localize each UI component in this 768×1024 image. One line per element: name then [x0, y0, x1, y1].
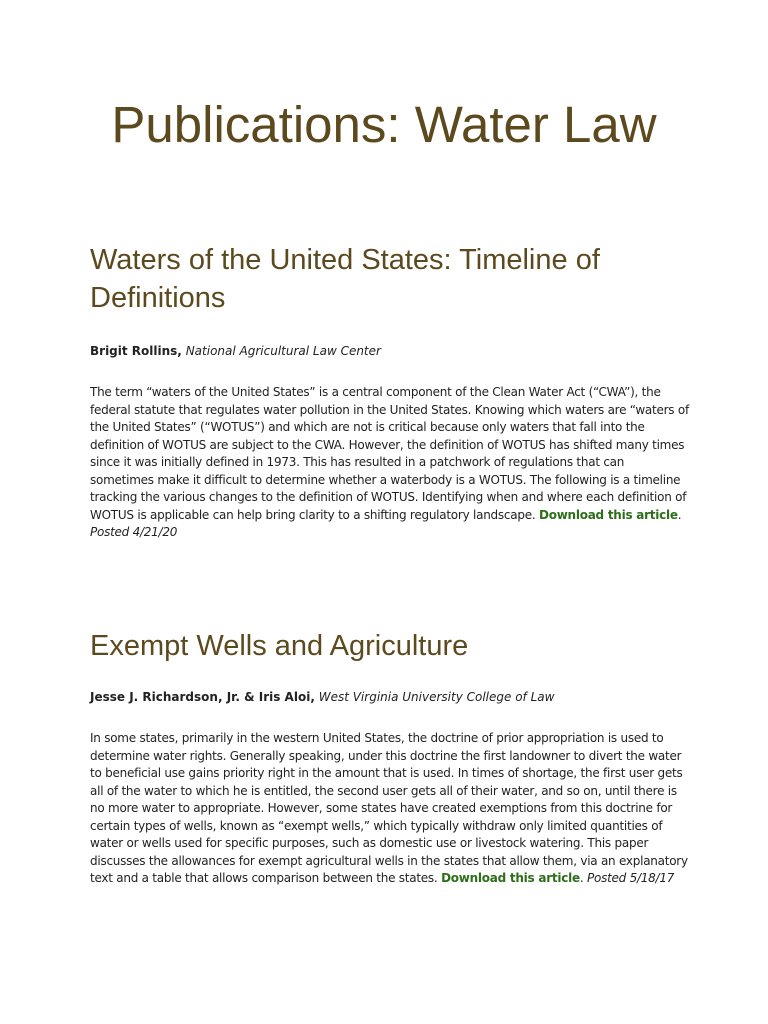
article-summary	[90, 730, 690, 888]
article-item	[90, 241, 690, 542]
article-summary-period: .	[579, 871, 584, 885]
article-author: Brigit Rollins,	[90, 344, 182, 358]
page-title: Publications: Water Law	[111, 96, 657, 153]
article-item	[90, 627, 690, 888]
article-posted-date: Posted 5/18/17	[586, 871, 675, 885]
article-summary	[90, 384, 690, 542]
article-byline	[90, 343, 690, 360]
article-affiliation: National Agricultural Law Center	[185, 344, 381, 358]
article-affiliation: West Virginia University College of Law	[318, 690, 555, 704]
article-title: Waters of the United States: Timeline of Definitions	[90, 244, 600, 314]
article-posted-date: Posted 4/21/20	[90, 525, 178, 539]
article-title: Exempt Wells and Agriculture	[90, 630, 469, 662]
article-summary-text: The term “waters of the United States” is a central component of the Clean Water Act (“CWA”), the federal statute that regulates water pollution in the United States. Knowing which waters are “waters of the United States” (“WOTUS”) and which are not is critical because only waters that fall into the definition of WOTUS are subject to the CWA. However, the definition of WOTUS has shifted many times since it was initially defined in 1973. This has resulted in a patchwork of regulations that can sometimes make it difficult to determine whether a waterbody is a WOTUS. The following is a timeline tracking the various changes to the definition of WOTUS. Identifying when and where each definition of WOTUS is applicable can help bring clarity to a shifting regulatory landscape.	[90, 385, 689, 522]
article-author: Jesse J. Richardson, Jr. & Iris Aloi,	[90, 690, 315, 704]
download-article-link[interactable]: Download this article	[539, 507, 678, 522]
article-summary-text: In some states, primarily in the western United States, the doctrine of prior appropriation is used to determine water rights. Generally speaking, under this doctrine the first landowner to divert the water to beneficial use gains priority right in the amount that is used. In times of shortage, the first user gets all of the water to which he is entitled, the second user gets all of their water, and so on, until there is no more water to appropriate. However, some states have created exemptions from this doctrine for certain types of wells, known as “exempt wells,” which typically withdraw only limited quantities of water or wells used for specific purposes, such as domestic use or livestock watering. This paper discusses the allowances for exempt agricultural wells in the states that allow them, via an explanatory text and a table that allows comparison between the states.	[90, 731, 688, 885]
download-article-link[interactable]: Download this article	[441, 871, 580, 885]
article-byline	[90, 689, 690, 706]
article-summary-period: .	[677, 507, 682, 522]
